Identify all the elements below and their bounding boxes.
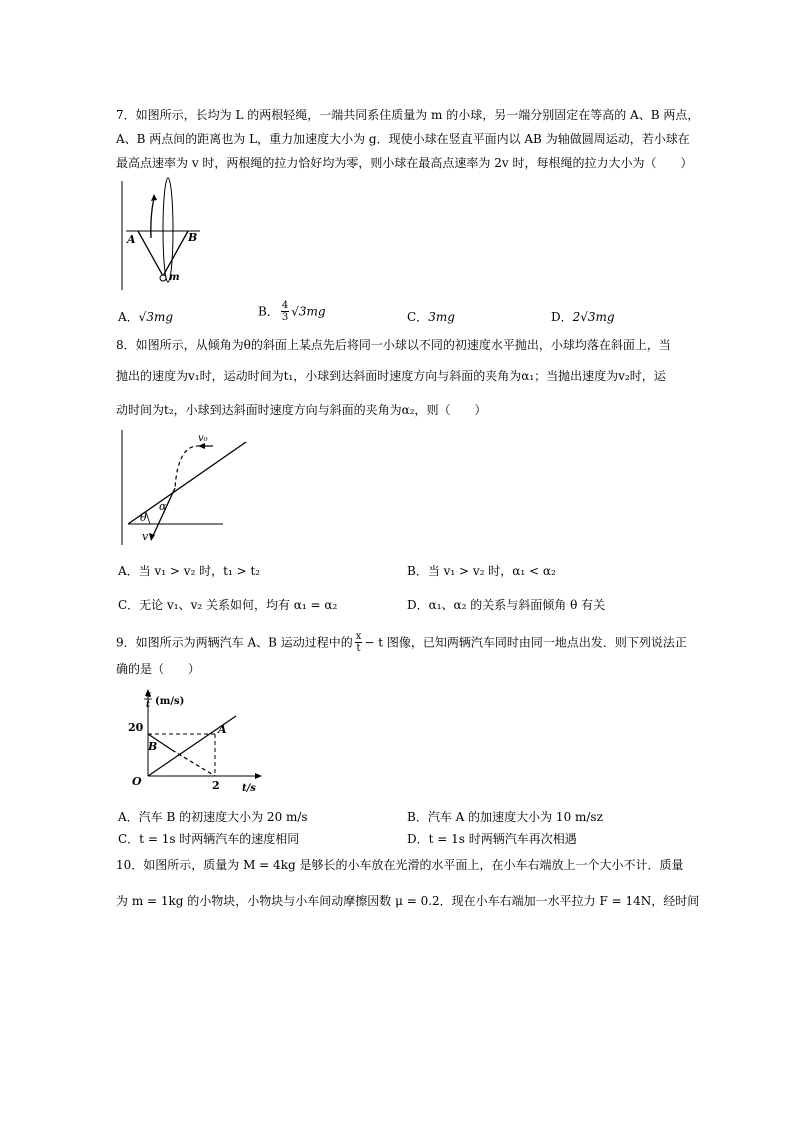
q8-line-1: 8．如图所示，从倾角为θ的斜面上某点先后将同一小球以不同的初速度水平抛出，小球均落在斜面上，当 xyxy=(116,338,671,352)
q7-option-d xyxy=(551,309,615,325)
label-a: A xyxy=(218,723,227,736)
q7-figure xyxy=(118,178,218,290)
ball xyxy=(160,275,166,281)
option-letter: D． xyxy=(551,310,573,324)
q7-line-2: A、B 两点间的距离也为 L，重力加速度大小为 g．现使小球在竖直平面内以 AB 为轴做圆周运动，若小球在 xyxy=(116,132,690,146)
q8-option-a: A．当 v₁ > v₂ 时，t₁ > t₂ xyxy=(118,564,261,578)
option-letter: B． xyxy=(258,304,279,319)
ylabel-num: x xyxy=(146,690,152,700)
rotation-arrow xyxy=(151,198,154,238)
q9-text-after: − t 图像，已知两辆汽车同时由同一地点出发．则下列说法正 xyxy=(364,635,687,650)
q7-line-3: 最高点速率为 v 时，两根绳的拉力恰好均为零，则小球在最高点速率为 2v 时，每根绳的拉力大小为（ ） xyxy=(116,156,693,170)
trajectory xyxy=(175,446,200,488)
label-alpha: α xyxy=(159,500,167,513)
q9-option-a: A．汽车 B 的初速度大小为 20 m/s xyxy=(118,810,308,824)
label-v0: v₀ xyxy=(198,433,208,444)
label-b: B xyxy=(148,740,158,753)
option-b-fraction: $\frac{4}{3}$ xyxy=(281,300,289,323)
q9-text-before: 9．如图所示为两辆汽车 A、B 运动过程中的 xyxy=(116,635,353,650)
q9-option-b: B．汽车 A 的加速度大小为 10 m/sz xyxy=(407,810,603,824)
label-v: v xyxy=(142,530,149,543)
q9-option-c: C．t = 1s 时两辆汽车的速度相同 xyxy=(118,832,300,846)
q8-figure xyxy=(118,430,253,545)
label-a: A xyxy=(127,233,136,246)
option-text: 2√3mg xyxy=(572,310,615,324)
xlabel: t/s xyxy=(242,783,256,794)
q10-line-1: 10．如图所示，质量为 M = 4kg 是够长的小车放在光滑的水平面上，在小车右端放上一个大小不计．质量 xyxy=(116,858,684,872)
label-m: m xyxy=(169,272,180,283)
q9-option-d: D．t = 1s 时两辆汽车再次相遇 xyxy=(407,832,577,846)
option-letter: C． xyxy=(407,310,429,324)
ylabel-unit: (m/s) xyxy=(155,696,185,707)
q8-option-b: B．当 v₁ > v₂ 时，α₁ < α₂ xyxy=(407,564,556,578)
option-letter: A． xyxy=(118,310,139,324)
q8-option-d: D．α₁、α₂ 的关系与斜面倾角 θ 有关 xyxy=(407,598,606,612)
line-b-dashed xyxy=(172,750,215,776)
q7-option-c xyxy=(407,309,455,325)
q7-option-b xyxy=(258,300,326,323)
label-b: B xyxy=(188,231,198,244)
q8-option-c: C．无论 v₁、v₂ 关系如何，均有 α₁ = α₂ xyxy=(118,598,338,612)
q8-line-2: 抛出的速度为v₁时，运动时间为t₁，小球到达斜面时速度方向与斜面的夹角为α₁；当抛出速度为v₂时，运 xyxy=(116,369,666,383)
origin-o: O xyxy=(132,775,142,788)
tick-2: 2 xyxy=(212,779,220,792)
tick-20: 20 xyxy=(128,721,144,734)
q8-line-3: 动时间为t₂，小球到达斜面时速度方向与斜面的夹角为α₂，则（ ） xyxy=(116,403,487,417)
label-theta: θ xyxy=(140,511,147,524)
rope-b xyxy=(163,231,188,276)
option-text: 3mg xyxy=(428,310,455,324)
q7-line-1: 7．如图所示，长均为 L 的两根轻绳，一端共同系住质量为 m 的小球，另一端分别固定在等高的 A、B 两点， xyxy=(116,108,700,122)
option-text: √3mg xyxy=(138,310,174,324)
q9-line-2: 确的是（ ） xyxy=(116,662,201,676)
velocity-vector xyxy=(152,488,175,538)
q10-line-2: 为 m = 1kg 的小物块，小物块与小车间动摩擦因数 μ = 0.2．现在小车右端加一水平拉力 F = 14N，经时间 xyxy=(116,894,700,908)
q9-graph xyxy=(118,688,268,798)
q9-line-1 xyxy=(116,631,687,654)
q7-option-a xyxy=(118,309,173,325)
ylabel-den: t xyxy=(146,700,151,710)
q9-fraction: $\frac{x}{t}$ xyxy=(355,631,362,654)
option-text: √3mg xyxy=(291,304,326,319)
